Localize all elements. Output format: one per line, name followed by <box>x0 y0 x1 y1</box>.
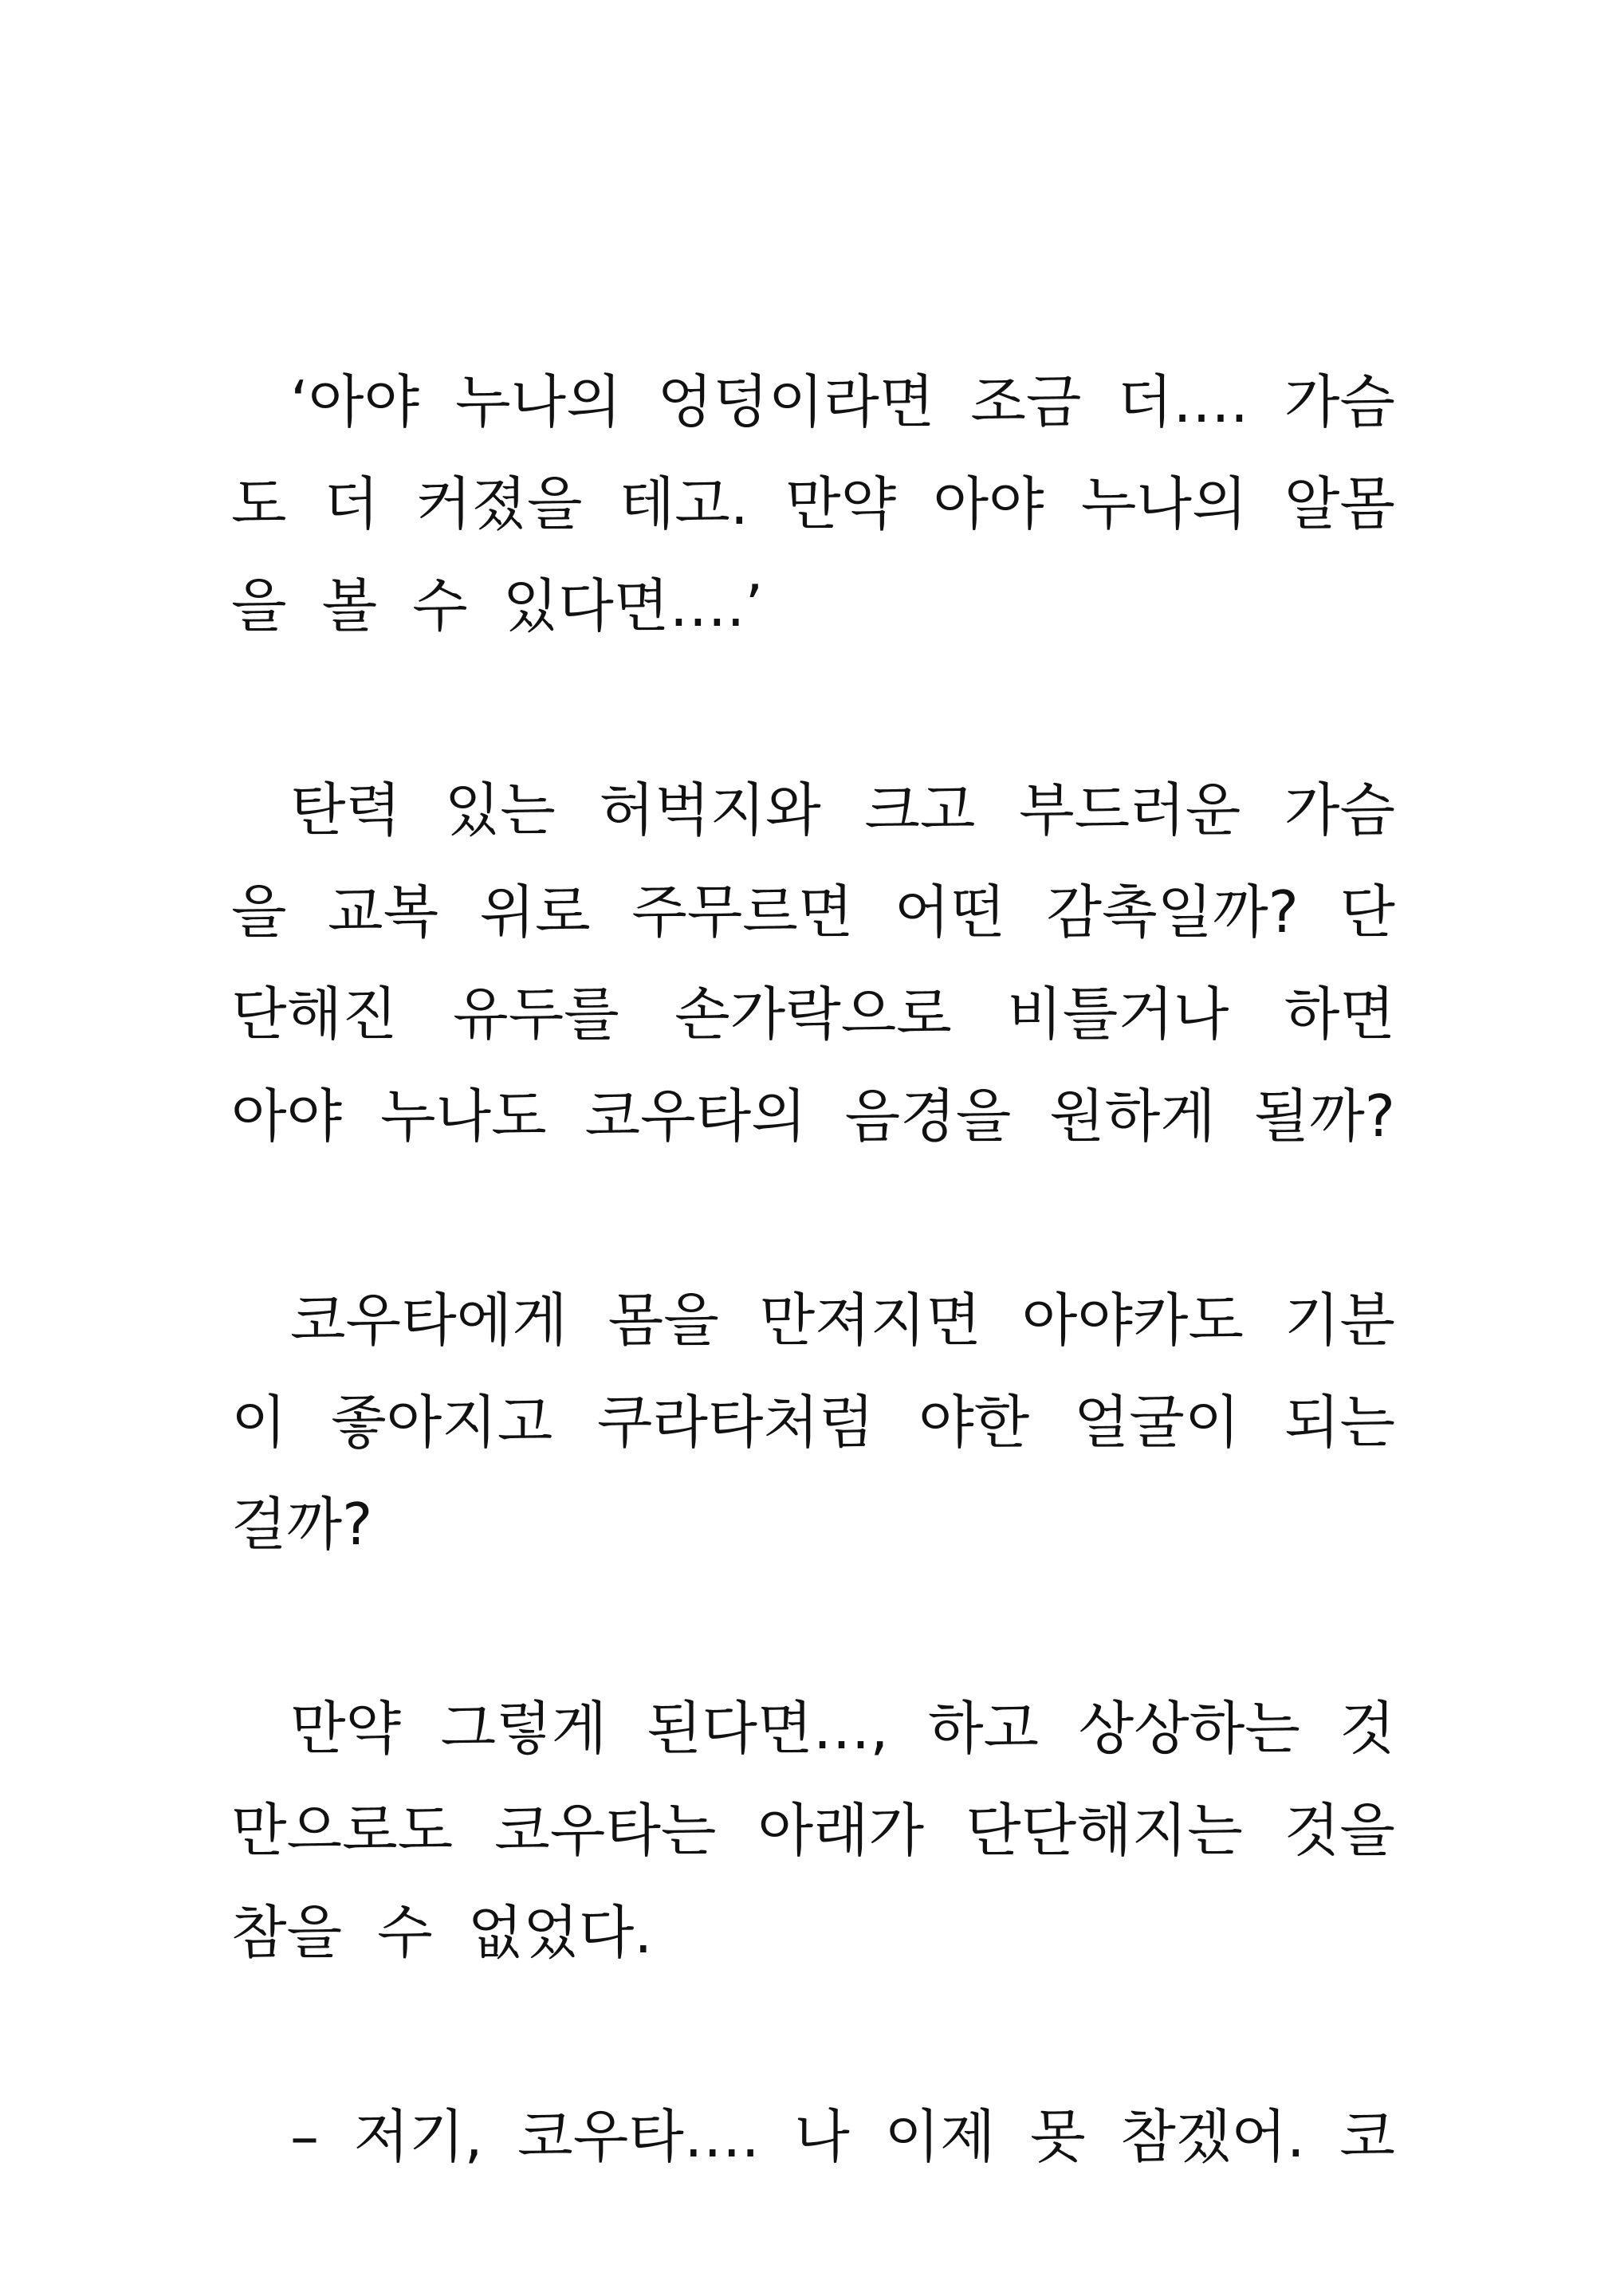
word: 위로 <box>479 879 591 946</box>
word: 몸을 <box>608 1287 719 1354</box>
paragraph <box>231 2086 1395 2188</box>
word: 것 <box>1339 1695 1395 1762</box>
word: 코우타의 <box>584 1083 807 1150</box>
word: 감촉일까? <box>1046 879 1299 946</box>
word: 조금 <box>970 368 1082 435</box>
word: 가슴 <box>1284 368 1395 435</box>
word: 아래가 <box>757 1797 925 1864</box>
word: 교복 <box>328 879 439 946</box>
word: 야한 <box>918 1389 1030 1456</box>
word: 단단해지는 <box>965 1797 1243 1864</box>
word: 된다면…, <box>646 1695 889 1762</box>
word: 만약 <box>785 470 897 537</box>
word: 걸까? <box>231 1491 373 1558</box>
paragraph <box>231 1269 1395 1575</box>
word: 하고 <box>927 1695 1040 1762</box>
word: 커졌을 <box>415 470 583 537</box>
word: 어떤 <box>894 879 1005 946</box>
word: 수 <box>377 1899 433 1966</box>
text-line <box>231 1677 1395 1779</box>
word: 이 <box>231 1389 287 1456</box>
word: 단해진 <box>231 981 398 1048</box>
word: 만약 <box>290 1695 402 1762</box>
word: 코우타는 <box>494 1797 717 1864</box>
word: 이제 <box>884 2103 996 2170</box>
word: 참을 <box>231 1899 343 1966</box>
word: 주무르면 <box>631 879 854 946</box>
word: 얼굴이 <box>1073 1389 1241 1456</box>
word: 을 <box>231 879 287 946</box>
word: 것을 <box>1284 1797 1395 1864</box>
word: 못 <box>1030 2103 1086 2170</box>
word: 테고. <box>619 470 749 537</box>
word: 비틀거나 <box>1007 981 1229 1048</box>
word: 허벅지와 <box>599 776 821 843</box>
word: 코우타…. <box>517 2103 760 2170</box>
word: 되는 <box>1284 1389 1395 1456</box>
word: 볼 <box>321 572 378 639</box>
word: 저기, <box>353 2103 483 2170</box>
word: 아야카도 <box>1021 1287 1244 1354</box>
word: 상상하는 <box>1078 1695 1300 1762</box>
word: 원하게 <box>1049 1083 1216 1150</box>
word: 알몸 <box>1284 470 1395 537</box>
word: 음경을 <box>844 1083 1012 1150</box>
word: 가슴 <box>1284 776 1395 843</box>
text-line <box>231 1473 1395 1575</box>
text-line <box>231 963 1395 1065</box>
text-line <box>231 453 1395 555</box>
word: 없었다. <box>467 1899 653 1966</box>
text-line <box>231 1371 1395 1473</box>
text-line <box>231 1269 1395 1371</box>
text-line <box>231 861 1395 963</box>
text-line <box>231 351 1395 453</box>
word: 누나의 <box>454 368 622 435</box>
paragraph <box>231 351 1395 657</box>
word: 기분 <box>1284 1287 1395 1354</box>
word: 크고 <box>864 776 976 843</box>
word: 탄력 <box>290 776 402 843</box>
word: 있는 <box>444 776 556 843</box>
text-line <box>231 759 1395 861</box>
word: 있다면….’ <box>502 572 764 639</box>
word: 코우타에게 <box>290 1287 568 1354</box>
word: 단 <box>1339 879 1395 946</box>
word: 될까? <box>1253 1083 1395 1150</box>
paragraph <box>231 1677 1395 1983</box>
word: 나 <box>794 2103 850 2170</box>
word: 도 <box>231 470 287 537</box>
word: 엉덩이라면 <box>657 368 935 435</box>
text-line <box>231 1881 1395 1983</box>
word: 누나의 <box>1080 470 1248 537</box>
word: 더…. <box>1117 368 1248 435</box>
paragraph <box>231 759 1395 1167</box>
text-line <box>231 555 1395 657</box>
word: 그렇게 <box>440 1695 608 1762</box>
word: 아야 <box>933 470 1044 537</box>
word: 을 <box>231 572 287 639</box>
word: 만으로도 <box>231 1797 454 1864</box>
word: 참겠어. <box>1120 2103 1305 2170</box>
word: 수 <box>412 572 468 639</box>
word: 부드러운 <box>1019 776 1241 843</box>
word: 더 <box>323 470 379 537</box>
word: 만져지면 <box>759 1287 981 1354</box>
word: 누나도 <box>379 1083 547 1150</box>
text-line <box>231 1065 1395 1167</box>
text-line <box>231 1779 1395 1881</box>
word: 쿠라타처럼 <box>596 1389 875 1456</box>
word: 손가락으로 <box>674 981 952 1048</box>
word: ‘아야 <box>290 368 419 435</box>
text-line <box>231 2086 1395 2188</box>
word: 아야 <box>231 1083 343 1150</box>
word: 하면 <box>1284 981 1395 1048</box>
word: – <box>290 2103 319 2170</box>
word: 좋아지고 <box>331 1389 553 1456</box>
word: 코 <box>1339 2103 1395 2170</box>
word: 유두를 <box>453 981 619 1048</box>
body-text <box>231 351 1395 2290</box>
